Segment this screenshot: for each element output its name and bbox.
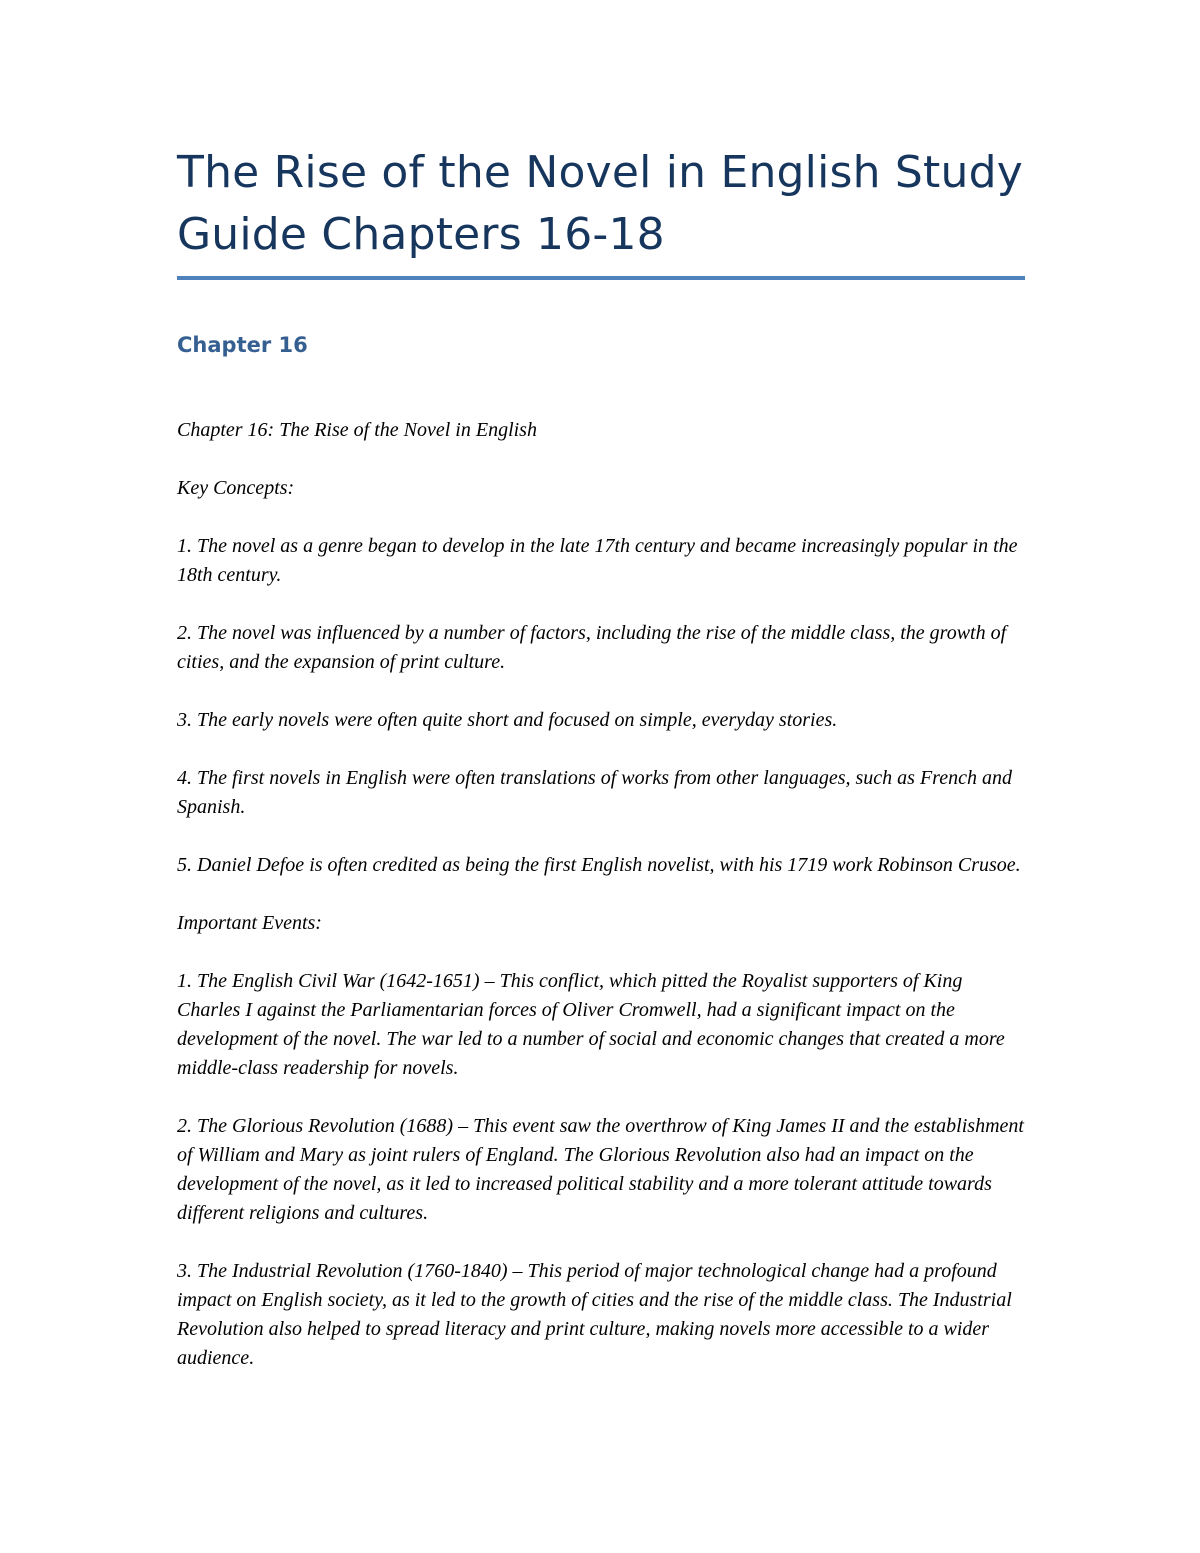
important-event-item: 3. The Industrial Revolution (1760-1840) – This period of major technological change had a profound impact on English society, as it led to the growth of cities and the rise of the middle class. The Industrial Revolution also helped to spread literacy and print culture, making novels more accessible to a wider audience.	[177, 1260, 1012, 1369]
key-concept-item: 1. The novel as a genre began to develop in the late 17th century and became increasingly popular in the 18th century.	[177, 535, 1018, 586]
important-events-label: Important Events:	[177, 912, 322, 934]
important-event-item: 1. The English Civil War (1642-1651) – This conflict, which pitted the Royalist supporters of King Charles I against the Parliamentarian forces of Oliver Cromwell, had a significant impact on the development of the novel. The war led to a number of social and economic changes that created a more middle-class readership for novels.	[177, 970, 1005, 1079]
key-concepts-label: Key Concepts:	[177, 477, 295, 499]
document-title: The Rise of the Novel in English Study Guide Chapters 16-18	[177, 147, 1023, 260]
document-body	[177, 416, 1025, 1373]
key-concept-item: 3. The early novels were often quite short and focused on simple, everyday stories.	[177, 709, 838, 731]
document-content	[177, 142, 1025, 1402]
key-concept-item: 5. Daniel Defoe is often credited as being the first English novelist, with his 1719 work Robinson Crusoe.	[177, 854, 1021, 876]
important-event-item: 2. The Glorious Revolution (1688) – This event saw the overthrow of King James II and the establishment of William and Mary as joint rulers of England. The Glorious Revolution also had an impact on the development of the novel, as it led to increased political stability and a more tolerant attitude towards different religions and cultures.	[177, 1115, 1024, 1224]
key-concept-item: 4. The first novels in English were often translations of works from other languages, such as French and Spanish.	[177, 767, 1012, 818]
section-heading-chapter-16: Chapter 16	[177, 333, 308, 357]
chapter-subtitle: Chapter 16: The Rise of the Novel in English	[177, 419, 537, 441]
title-underline-rule	[177, 276, 1025, 280]
key-concept-item: 2. The novel was influenced by a number of factors, including the rise of the middle class, the growth of cities, and the expansion of print culture.	[177, 622, 1007, 673]
